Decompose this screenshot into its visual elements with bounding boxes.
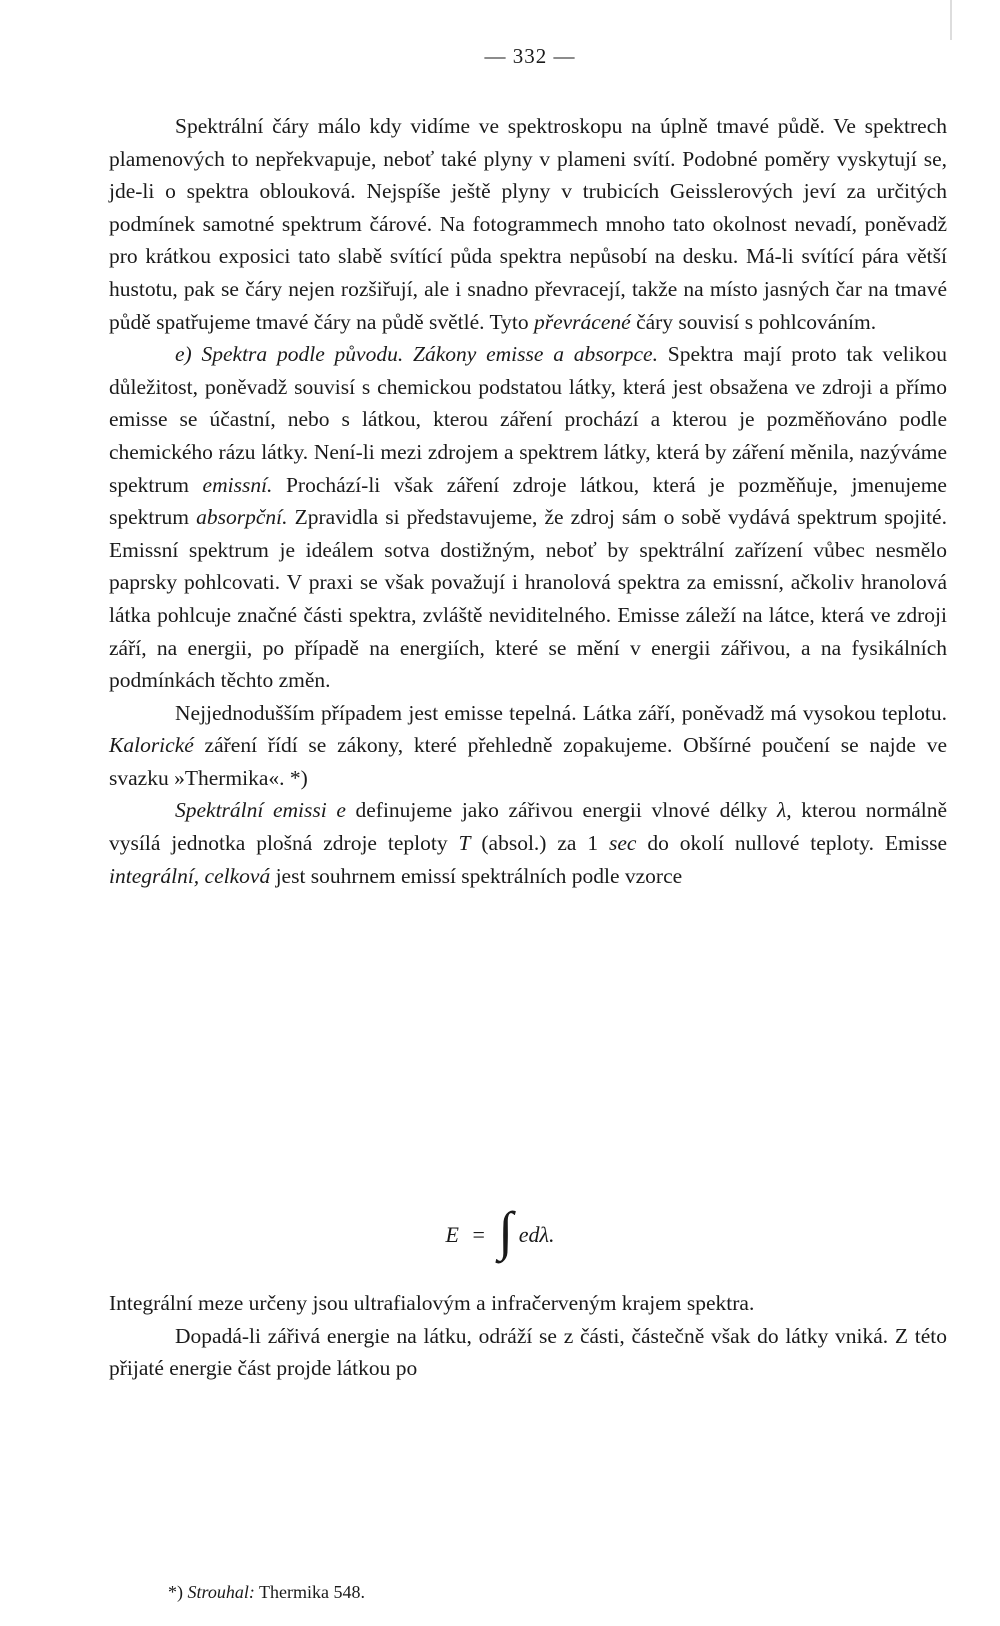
emphasis-integral-total: integrální, celková <box>109 863 271 888</box>
body-text <box>109 110 947 892</box>
formula-integrand: edλ. <box>518 1222 555 1248</box>
emphasis-emission: emissní. <box>202 472 273 497</box>
paragraph-thermal-emission <box>109 697 947 795</box>
paragraph-text: do okolí nullové teploty. Emisse <box>636 831 947 856</box>
paragraph-text: (absol.) za 1 <box>470 831 610 856</box>
unit-sec: sec <box>609 831 637 856</box>
paragraph-text: kterou normálně vysílá jednotka plošná zdroje teploty <box>109 798 947 856</box>
footnote-author: Strouhal: <box>187 1582 255 1602</box>
paragraph-spectra-origin <box>109 338 947 697</box>
paragraph-text: Prochází-li však záření zdroje látkou, která je pozměňuje, jmenujeme spektrum <box>109 472 947 530</box>
footnote-text: Thermika 548. <box>254 1582 365 1602</box>
paragraph-spectral-emission-definition <box>109 794 947 892</box>
paragraph-text: Zpravidla si představujeme, že zdroj sám o sobě vydává spektrum spojité. Emissní spektrum je ideálem sotva dostižným, neboť by spektrální zařízení vůbec nesmělo paprsky pohlcovati. V praxi se však považují i hranolová spektra za emissní, ačkoliv hranolová látka pohlcuje značné části spektra, zvláště neviditelného. Emisse záleží na látce, která ve zdroji září, na energii, po případě na energiích, které se mění v energii zářivou, a na fysikálních podmínkách těchto změn. <box>109 505 947 693</box>
paragraph-spectral-lines <box>109 110 947 338</box>
paragraph-text: Nejjednodušším případem jest emisse tepelná. Látka září, poněvadž má vysokou teplotu. <box>175 700 947 725</box>
page-edge-mark <box>950 0 952 40</box>
paragraph-text: jest souhrnem emissí spektrálních podle vzorce <box>270 863 683 888</box>
body-text-continued <box>109 1287 947 1385</box>
footnote <box>168 1582 365 1603</box>
paragraph-text: definujeme jako zářivou energii vlnové délky <box>345 798 777 823</box>
emphasis-reversed: převrácené <box>533 309 631 334</box>
emphasis-spectral-emission: Spektrální emissi e <box>175 798 346 823</box>
paragraph-text: Spektra mají proto tak velikou důležitost, poněvadž souvisí s chemickou podstatou látky, která jest obsažena ve zdroji a přímo emisse se účastní, nebo s látkou, kterou záření prochází a kterou je pozměňováno podle chemického rázu látky. Není-li mezi zdrojem a spektrem látky, která by záření měnila, nazýváme spektrum <box>109 342 947 497</box>
formula-lhs: E <box>445 1222 459 1248</box>
integral-sign-icon: ∫ <box>498 1201 514 1261</box>
page-number: — 332 — <box>484 44 576 68</box>
paragraph-text: záření řídí se zákony, které přehledně zopakujeme. Obšírné poučení se najde ve svazku »Thermika«. *) <box>109 733 947 790</box>
section-heading: e) Spektra podle původu. Zákony emisse a absorpce. <box>175 342 658 367</box>
emphasis-absorption: absorpční. <box>196 505 288 530</box>
symbol-temperature: T <box>458 831 471 856</box>
paragraph-text: Spektrální čáry málo kdy vidíme ve spektroskopu na úplně tmavé půdě. Ve spektrech plamenových to nepřekvapuje, neboť také plyny v plameni svítí. Podobné poměry vyskytují se, jde-li o spektra oblouková. Nejspíše ještě plyny v trubicích Geisslerových jeví za určitých podmínek samotné spektrum čárové. Na fotogrammech mnoho tato okolnost nevadí, poněvadž pro krátkou exposici tato slabě svítící půda spektra nepůsobí na desku. Má-li svítící pára větší hustotu, pak se čáry nejen rozšiřují, ale i snadno převracejí, takže na místo jasných čar na tmavé půdě spatřujeme tmavé čáry na půdě světlé. Tyto <box>109 114 947 334</box>
paragraph-integral-limits: Integrální meze určeny jsou ultrafialovým a infračerveným krajem spektra. <box>109 1291 755 1315</box>
symbol-lambda: λ, <box>776 798 792 823</box>
formula-equals: = <box>472 1222 485 1248</box>
paragraph-incident-energy: Dopadá-li zářivá energie na látku, odráží se z části, částečně však do látky vniká. Z této přijaté energie část projde látkou po <box>109 1323 947 1381</box>
integral-formula <box>0 1201 1000 1276</box>
paragraph-text: čáry souvisí s pohlcováním. <box>630 309 877 334</box>
footnote-marker: *) <box>168 1582 183 1602</box>
emphasis-caloric: Kalorické <box>109 733 194 758</box>
